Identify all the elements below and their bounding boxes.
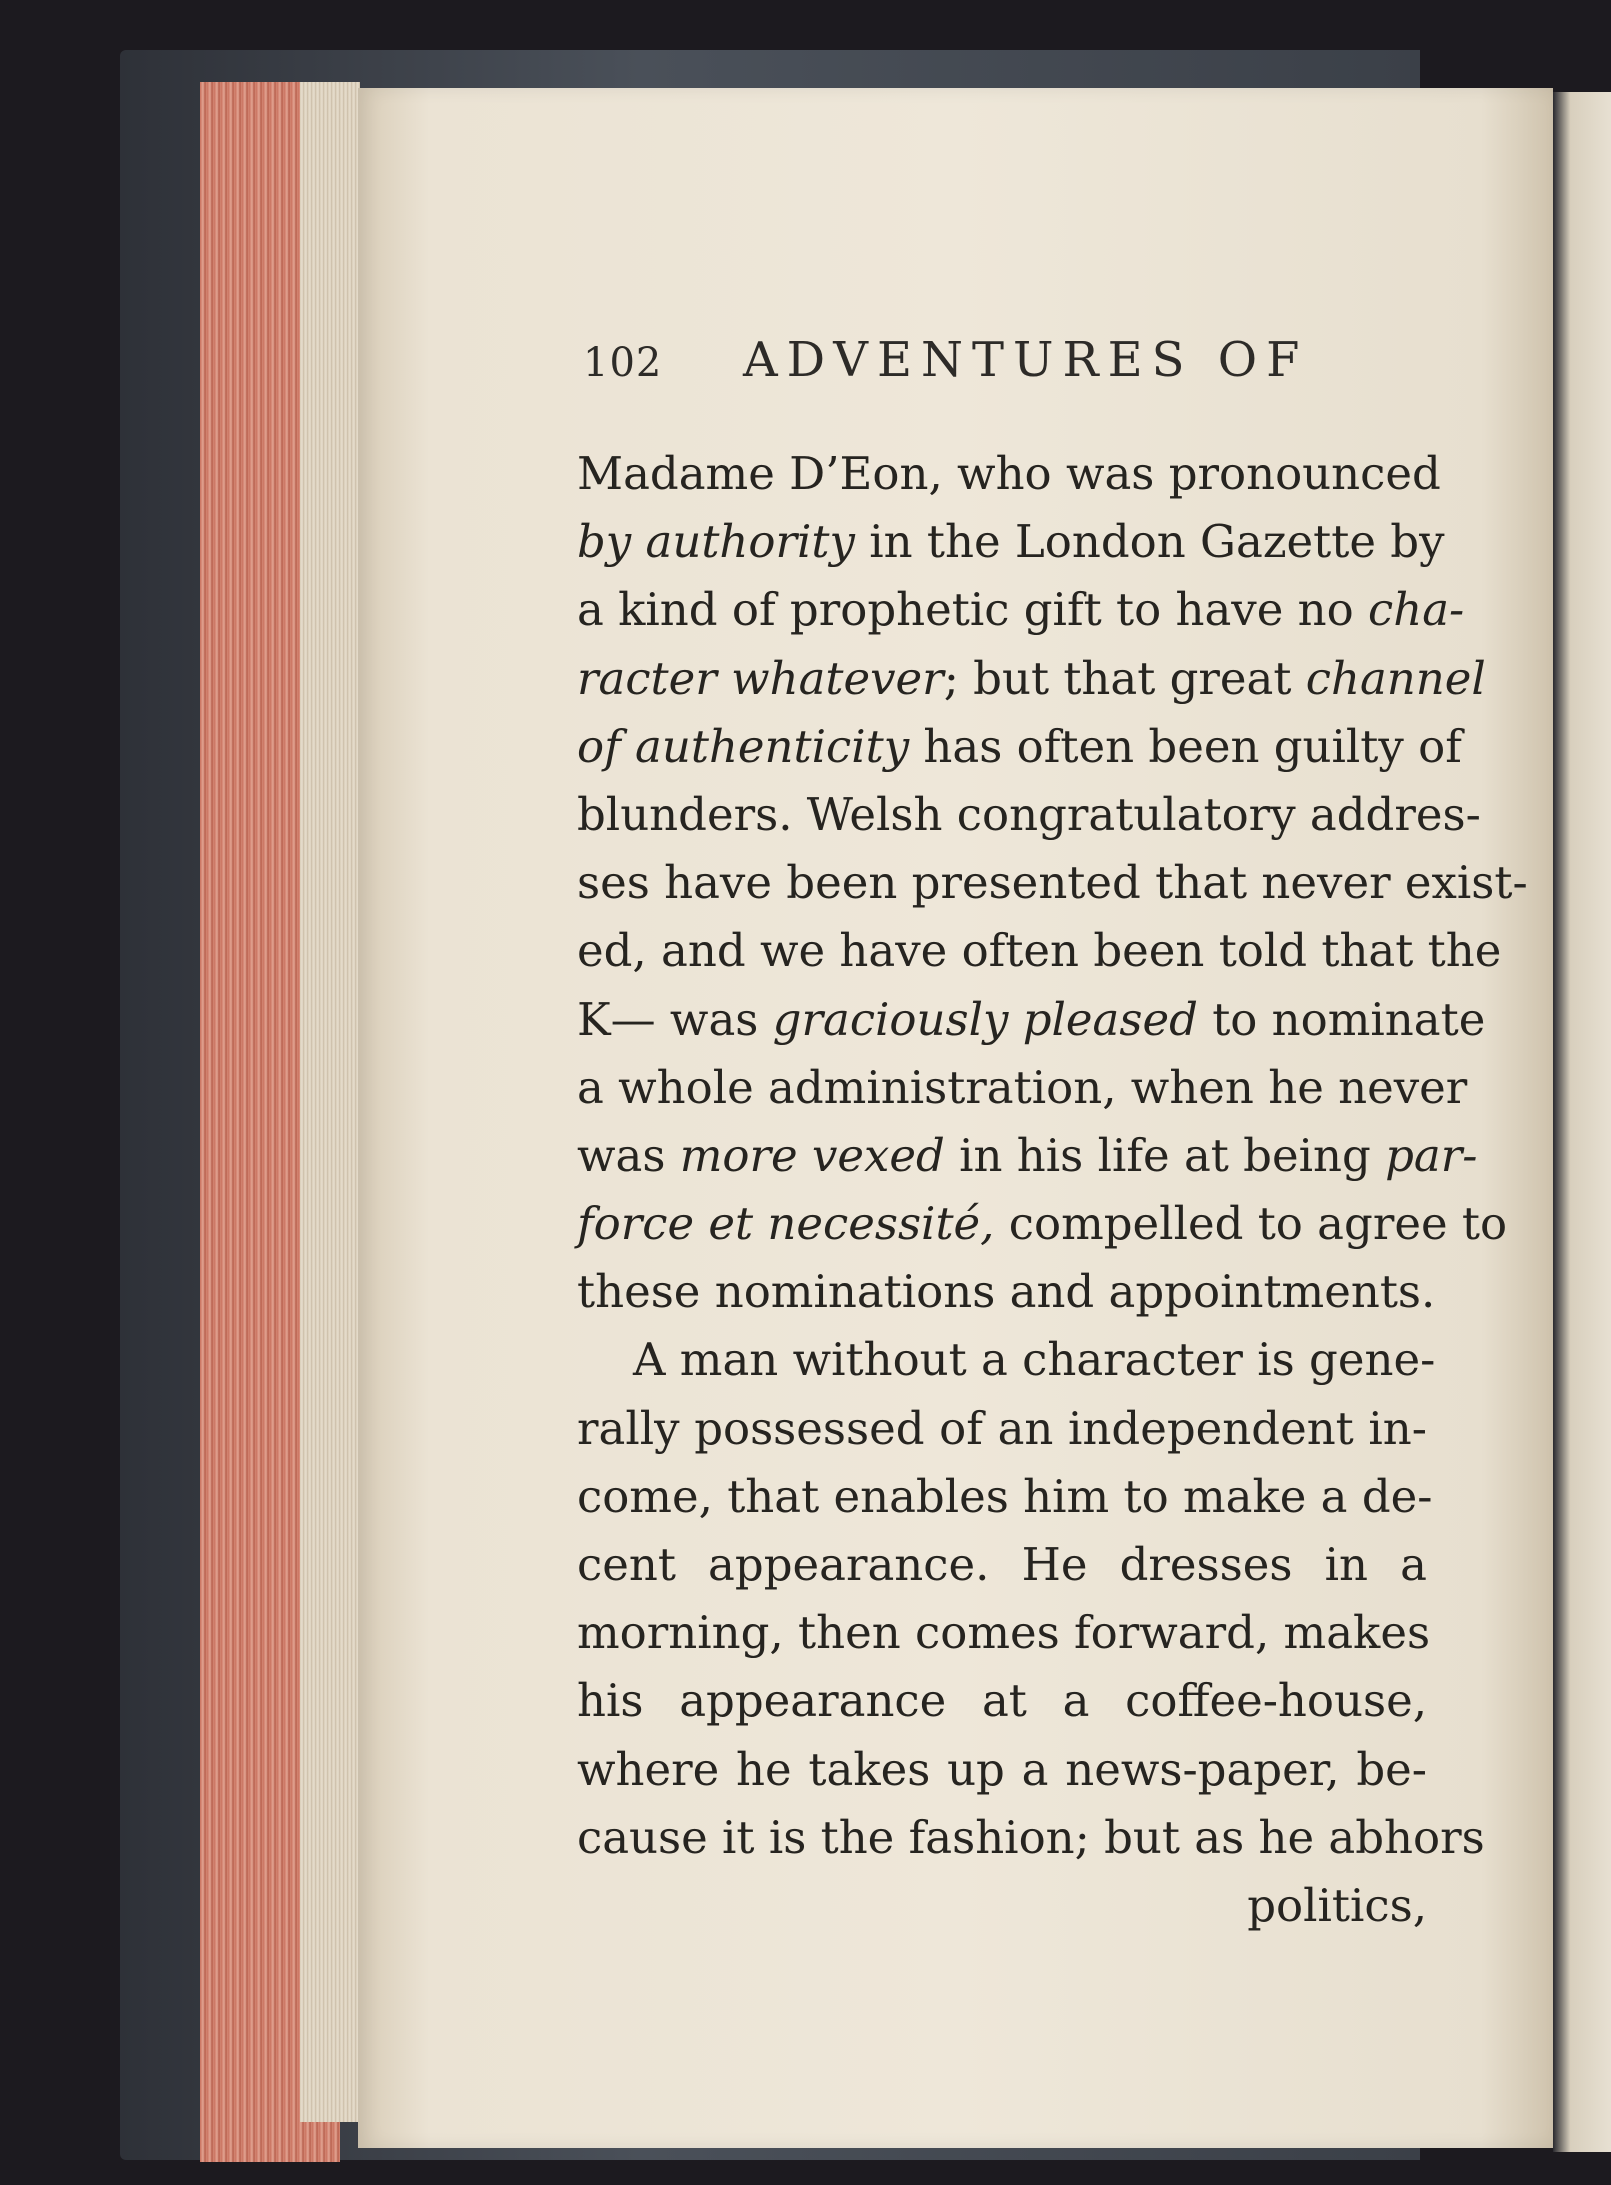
text-segment: A man without a character is gene- (633, 1333, 1436, 1387)
text-line (577, 576, 1465, 644)
text-line (577, 508, 1445, 576)
text-line (577, 1190, 1508, 1258)
text-line (577, 1736, 1427, 1804)
text-line (577, 1599, 1431, 1667)
italic-text: more vexed (679, 1128, 945, 1182)
text-segment: ses have been presented that never exist- (577, 856, 1528, 910)
text-segment: to nominate (1197, 992, 1486, 1046)
text-segment: Madame D’Eon, who was pronounced (577, 447, 1441, 500)
text-segment: blunders. Welsh congratulatory addres- (577, 787, 1481, 841)
text-line (577, 1258, 1436, 1326)
text-segment: was (577, 1128, 680, 1182)
italic-text: channel (1305, 651, 1486, 705)
italic-text: racter whatever (577, 651, 944, 705)
page-gutter (300, 82, 360, 2122)
text-segment: these nominations and appointments. (577, 1265, 1436, 1319)
text-line (577, 1395, 1427, 1463)
text-segment: ; but that great (943, 651, 1306, 705)
text-line (577, 1122, 1478, 1190)
facing-page-edge (1553, 92, 1611, 2152)
text-segment: where he takes up a news-paper, be- (577, 1742, 1427, 1796)
text-line (577, 1804, 1485, 1872)
text-segment: rally possessed of an independent in- (577, 1401, 1427, 1455)
text-segment: politics, (1247, 1878, 1427, 1932)
text-segment: in his life at being (944, 1128, 1386, 1182)
italic-text: force et necessité, (577, 1197, 995, 1251)
text-line (577, 1667, 1427, 1735)
text-line (577, 440, 1441, 508)
page-header (583, 332, 1423, 392)
text-line (577, 781, 1481, 849)
text-segment: cent appearance. He dresses in a (577, 1538, 1427, 1591)
italic-text: cha- (1368, 583, 1465, 637)
italic-text: graciously pleased (772, 992, 1198, 1046)
text-segment: morning, then comes forward, makes (577, 1606, 1431, 1660)
text-line (577, 917, 1502, 985)
text-segment: compelled to agree to (994, 1197, 1508, 1251)
italic-text: par- (1385, 1128, 1478, 1182)
text-segment: a whole administration, when he never (577, 1060, 1468, 1114)
page-number: 102 (583, 340, 663, 386)
text-segment: come, that enables him to make a de- (577, 1469, 1433, 1523)
text-segment: cause it is the fashion; but as he abhors (577, 1810, 1485, 1864)
text-line (577, 1054, 1468, 1122)
text-segment: a kind of prophetic gift to have no (577, 583, 1369, 637)
text-segment: ed, and we have often been told that the (577, 924, 1502, 978)
text-line (577, 986, 1486, 1054)
text-line (577, 1326, 1436, 1394)
text-line (577, 849, 1528, 917)
text-segment: K— was (577, 992, 773, 1046)
text-line (577, 1531, 1427, 1599)
text-line (577, 713, 1462, 781)
body-text (577, 440, 1528, 1940)
italic-text: by authority (577, 515, 855, 569)
running-title: ADVENTURES OF (743, 332, 1309, 388)
catchword (577, 1872, 1427, 1940)
italic-text: of authenticity (577, 719, 910, 773)
text-segment: in the London Gazette by (854, 515, 1445, 569)
text-line (577, 1463, 1433, 1531)
text-segment: his appearance at a coffee-house, (577, 1674, 1427, 1728)
text-segment: has often been guilty of (909, 719, 1462, 773)
text-line (577, 645, 1486, 713)
